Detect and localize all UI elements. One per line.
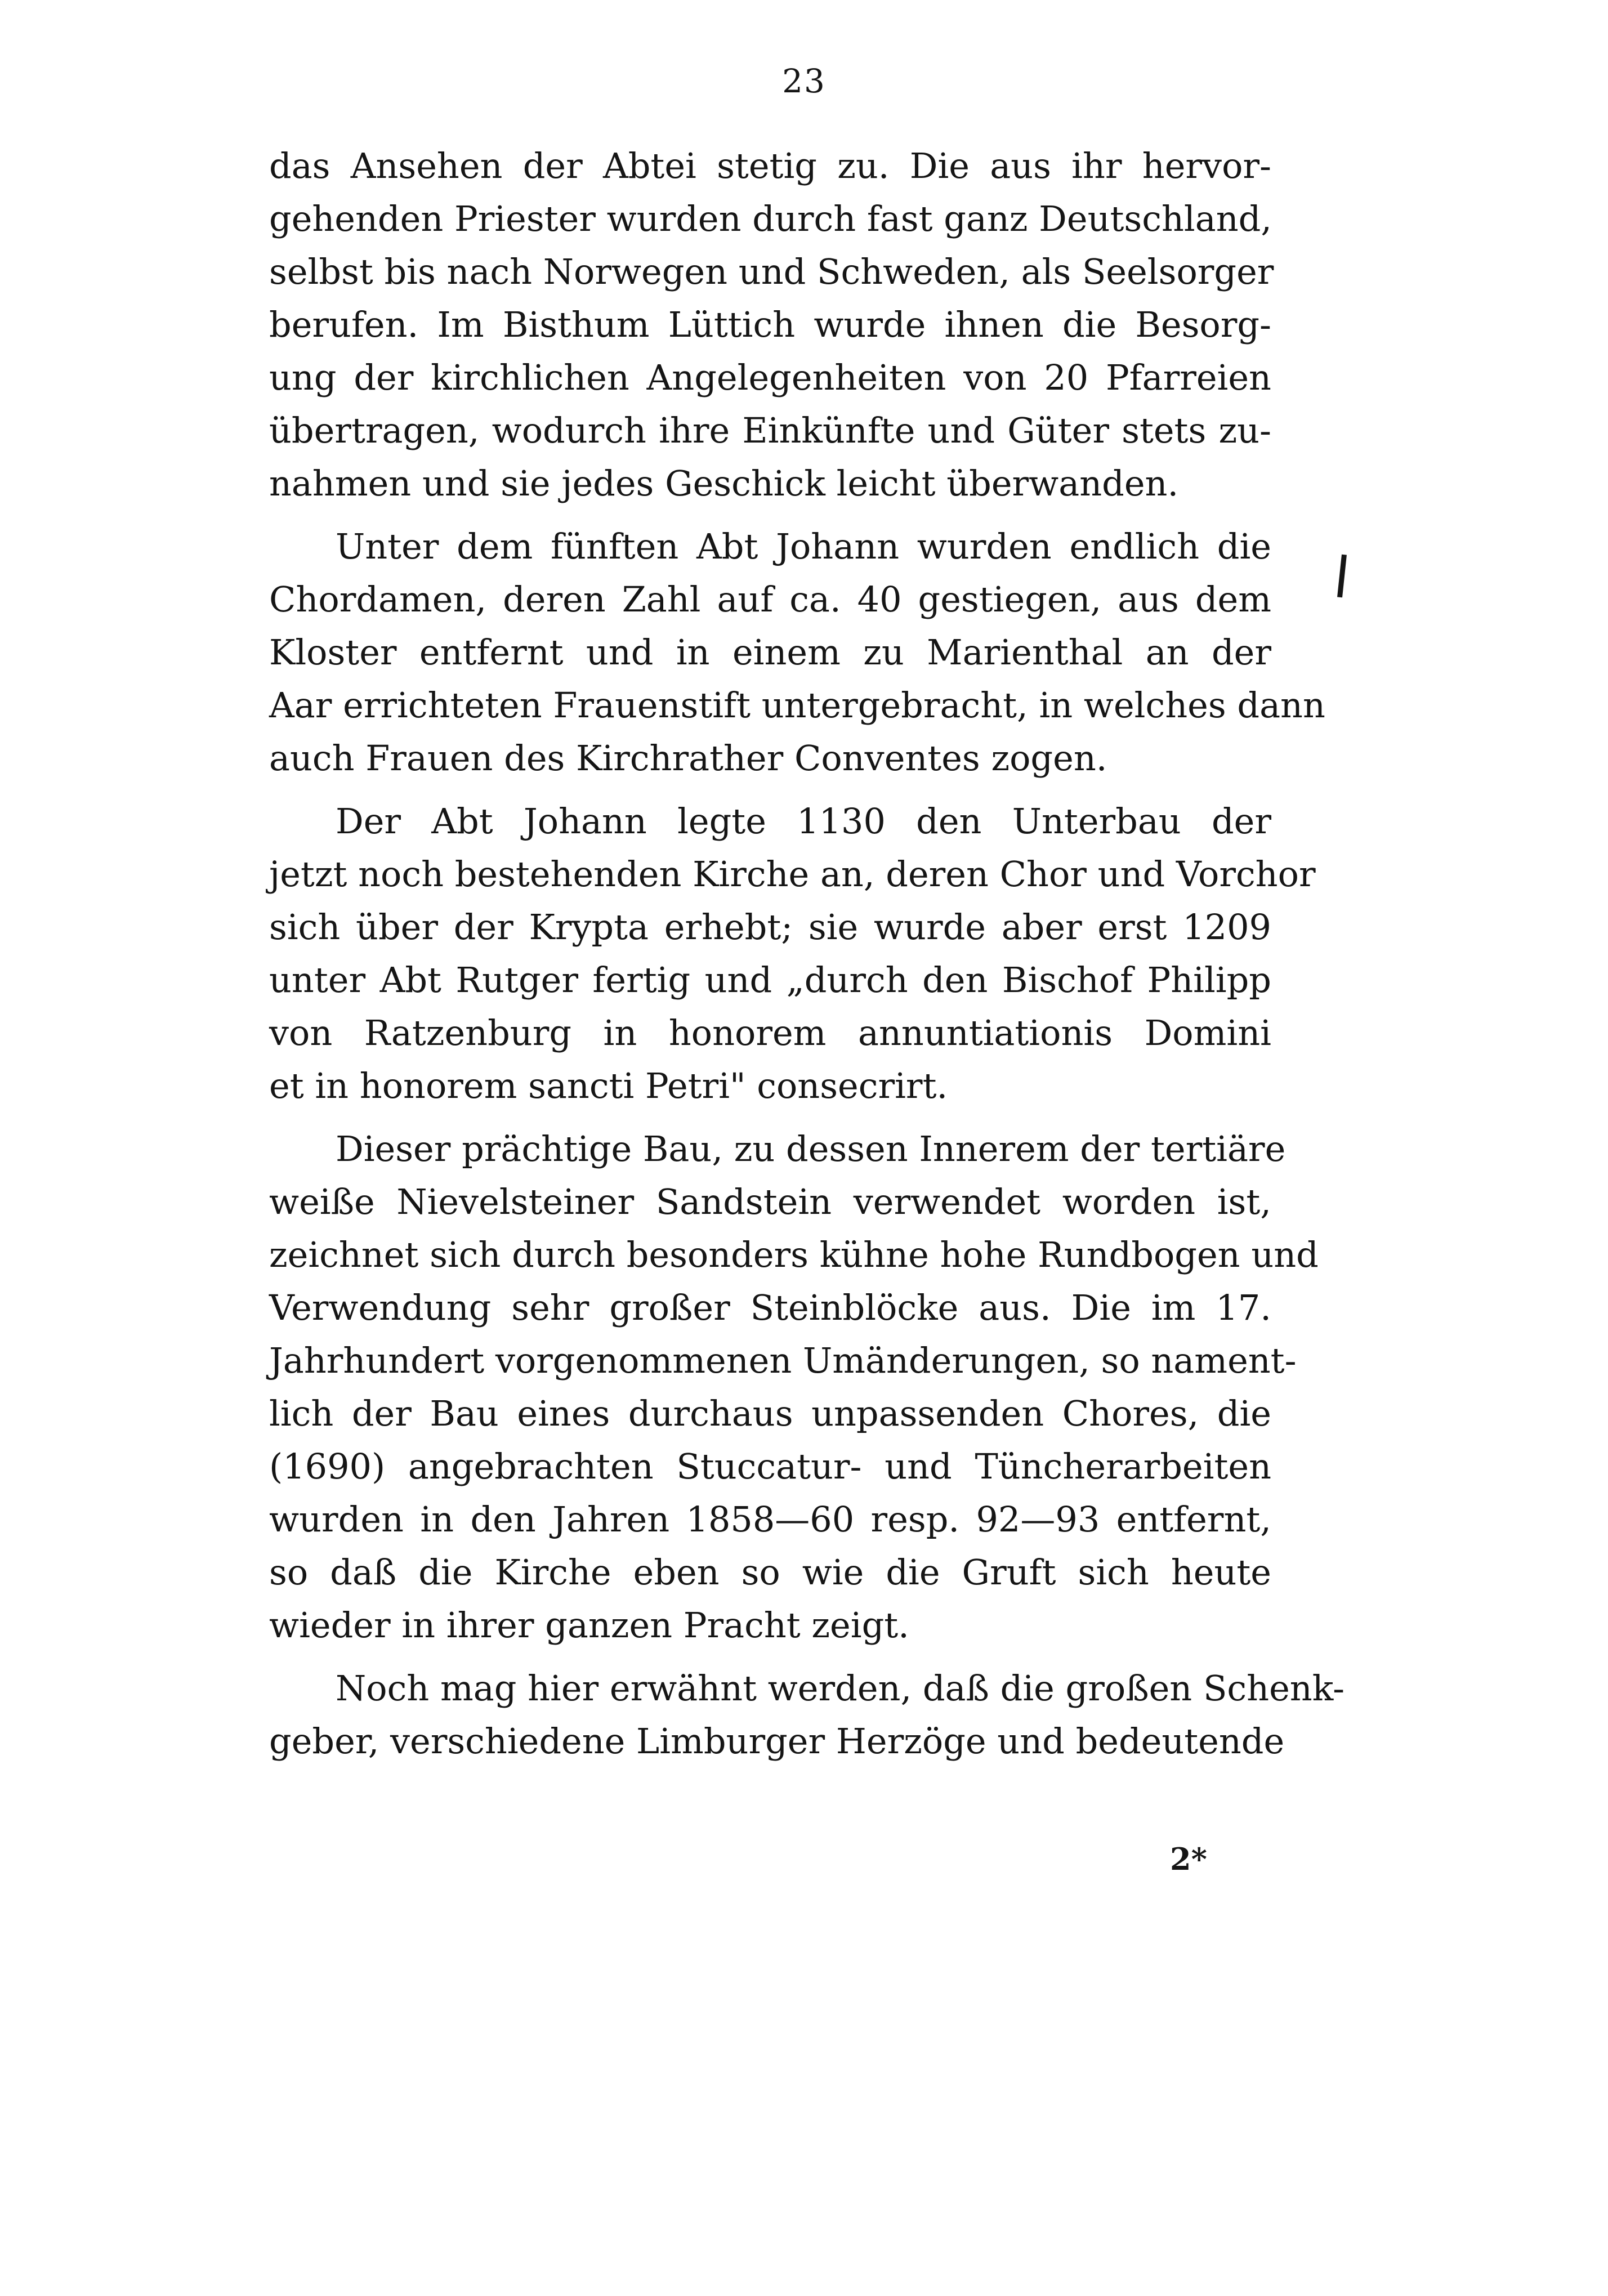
text-line: auch Frauen des Kirchrather Conventes zogen. [269, 738, 1107, 779]
text-line: übertragen, wodurch ihre Einkünfte und Güter stets zu- [269, 410, 1271, 451]
text-line: geber, verschiedene Limburger Herzöge und bedeutende [269, 1721, 1285, 1762]
text-line: Unter dem fünften Abt Johann wurden endlich die [336, 526, 1271, 567]
text-line: unter Abt Rutger fertig und „durch den Bischof Philipp [269, 959, 1271, 1000]
text-line: Kloster entfernt und in einem zu Marienthal an der [269, 632, 1271, 673]
text-line: sich über der Krypta erhebt; sie wurde aber erst 1209 [269, 906, 1271, 948]
text-line: zeichnet sich durch besonders kühne hohe Rundbogen und [269, 1234, 1319, 1275]
text-line: Dieser prächtige Bau, zu dessen Innerem der tertiäre [336, 1128, 1286, 1169]
paragraph [269, 795, 1316, 1113]
text-line: et in honorem sancti Petri" consecrirt. [269, 1065, 948, 1106]
paragraph [269, 140, 1274, 510]
text-line: nahmen und sie jedes Geschick leicht überwanden. [269, 463, 1179, 504]
margin-mark [1337, 555, 1347, 598]
text-line: jetzt noch bestehenden Kirche an, deren Chor und Vorchor [269, 854, 1316, 895]
text-line: weiße Nievelsteiner Sandstein verwendet worden ist, [269, 1181, 1271, 1222]
text-line: Verwendung sehr großer Steinblöcke aus. Die im 17. [269, 1287, 1271, 1328]
paragraph [269, 520, 1325, 785]
text-line: wieder in ihrer ganzen Pracht zeigt. [269, 1605, 909, 1646]
text-line: berufen. Im Bisthum Lüttich wurde ihnen die Besorg- [269, 304, 1271, 345]
text-line: Aar errichteten Frauenstift untergebracht, in welches dann [269, 685, 1325, 726]
text-line: Jahrhundert vorgenommenen Umänderungen, so nament- [269, 1340, 1297, 1381]
page-number: 23 [782, 62, 826, 100]
text-line: lich der Bau eines durchaus unpassenden Chores, die [269, 1393, 1271, 1434]
text-line: selbst bis nach Norwegen und Schweden, als Seelsorger [269, 251, 1274, 292]
text-line: (1690) angebrachten Stuccatur- und Tüncherarbeiten [269, 1446, 1271, 1487]
text-line: Chordamen, deren Zahl auf ca. 40 gestiegen, aus dem [269, 579, 1271, 620]
text-line: gehenden Priester wurden durch fast ganz Deutschland, [269, 198, 1272, 239]
text-line: Der Abt Johann legte 1130 den Unterbau der [336, 801, 1271, 842]
text-line: so daß die Kirche eben so wie die Gruft sich heute [269, 1552, 1271, 1593]
text-line: Noch mag hier erwähnt werden, daß die großen Schenk- [336, 1668, 1345, 1709]
paragraph [269, 1662, 1345, 1768]
body-text [269, 140, 1345, 1778]
text-line: das Ansehen der Abtei stetig zu. Die aus ihr hervor- [269, 145, 1271, 186]
paragraph [269, 1123, 1319, 1652]
signature-mark: 2* [1170, 1841, 1207, 1877]
text-line: ung der kirchlichen Angelegenheiten von 20 Pfarreien [269, 357, 1271, 398]
text-line: wurden in den Jahren 1858—60 resp. 92—93 entfernt, [269, 1499, 1271, 1540]
text-line: von Ratzenburg in honorem annuntiationis Domini [269, 1012, 1271, 1053]
